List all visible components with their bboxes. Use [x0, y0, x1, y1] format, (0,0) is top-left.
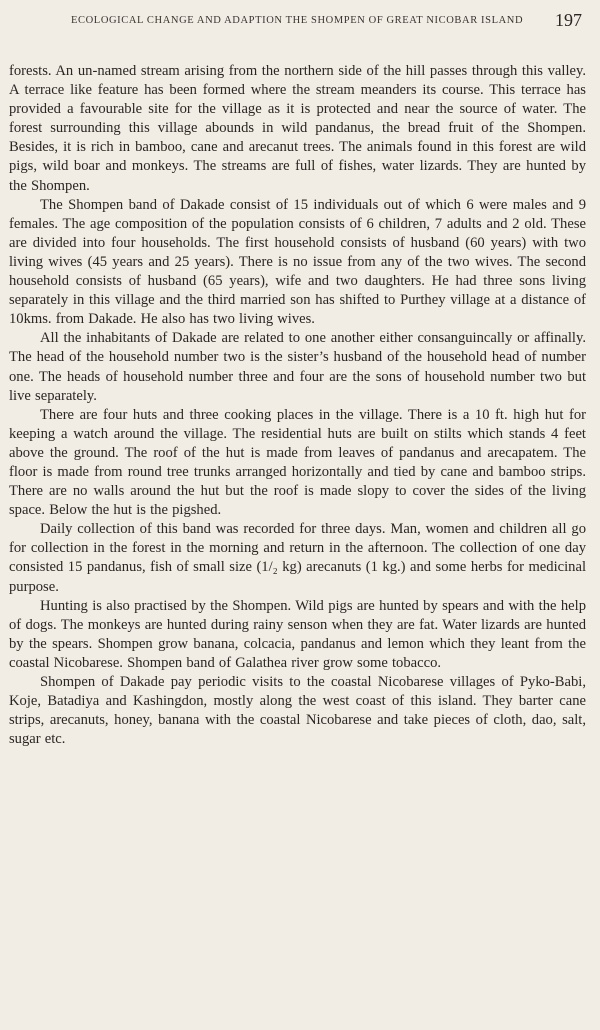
paragraph-7: Shompen of Dakade pay periodic visits to the coastal Nicobarese villages of Pyko-Babi, Koje, Batadiya and Kashingdon, mostly along the west coast of this island. They barter cane strips, arecanuts, honey, banana with the coastal Nicobarese and take pieces of cloth, dao, salt, sugar etc. — [9, 674, 586, 748]
paragraph-4: There are four huts and three cooking places in the village. There is a 10 ft. high hut for keeping a watch around the village. The residential huts are built on stilts which stands 4 feet above the ground. The roof of the hut is made from leaves of pandanus and arecapatem. The floor is made from round tree trunks arranged horizontally and tied by cane and bamboo strips. There are no walls around the hut but the roof is made slopy to cover the sides of the living space. Below the hut is the pigshed. — [9, 406, 586, 519]
running-header — [9, 0, 586, 48]
paragraph-3: All the inhabitants of Dakade are related to one another either consanguincally or affinally. The head of the household number two is the sister’s husband of the household head of number one. The heads of household number three and four are the sons of household number two but live separately. — [9, 330, 586, 404]
paragraph-2: The Shompen band of Dakade consist of 15 individuals out of which 6 were males and 9 females. The age composition of the population consists of 6 children, 7 adults and 2 old. These are divided into four households. The first household consists of husband (60 years) with two living wives (45 years and 25 years). There is no issue from any of the two wives. The second household consists of husband (65 years), wife and two daughters. He had three sons living separately in this village and the third married son has shifted to Purthey village at a distance of 10kms. from Dakade. He also has two living wives. — [9, 196, 586, 328]
body-text — [9, 48, 586, 749]
page-number: 197 — [555, 10, 582, 30]
running-title: ECOLOGICAL CHANGE AND ADAPTION THE SHOMPEN OF GREAT NICOBAR ISLAND — [71, 15, 524, 26]
paragraph-5: Daily collection of this band was recorded for three days. Man, women and children all go for collection in the forest in the morning and return in the afternoon. The collection of one day consisted 15 pandanus, fish of small size (1/₂ kg) arecanuts (1 kg.) and some herbs for medicinal purpose. — [9, 521, 586, 595]
paragraph-6: Hunting is also practised by the Shompen. Wild pigs are hunted by spears and with the help of dogs. The monkeys are hunted during rainy senson when they are fat. Water lizards are hunted by the spears. Shompen grow banana, colcacia, pandanus and lemon which they leant from the coastal Nicobarese. Shompen band of Galathea river grow some tobacco. — [9, 597, 586, 671]
paragraph-1: forests. An un-named stream arising from the northern side of the hill passes through this valley. A terrace like feature has been formed where the stream meanders its course. This terrace has provided a favourable site for the village as it is protected and near the source of water. The forest surrounding this village abounds in wild pandanus, the bread fruit of the Shompen. Besides, it is rich in bamboo, cane and arecanut trees. The animals found in this forest are wild pigs, wild boar and monkeys. The streams are full of fishes, water lizards. They are hunted by the Shompen. — [9, 63, 586, 194]
